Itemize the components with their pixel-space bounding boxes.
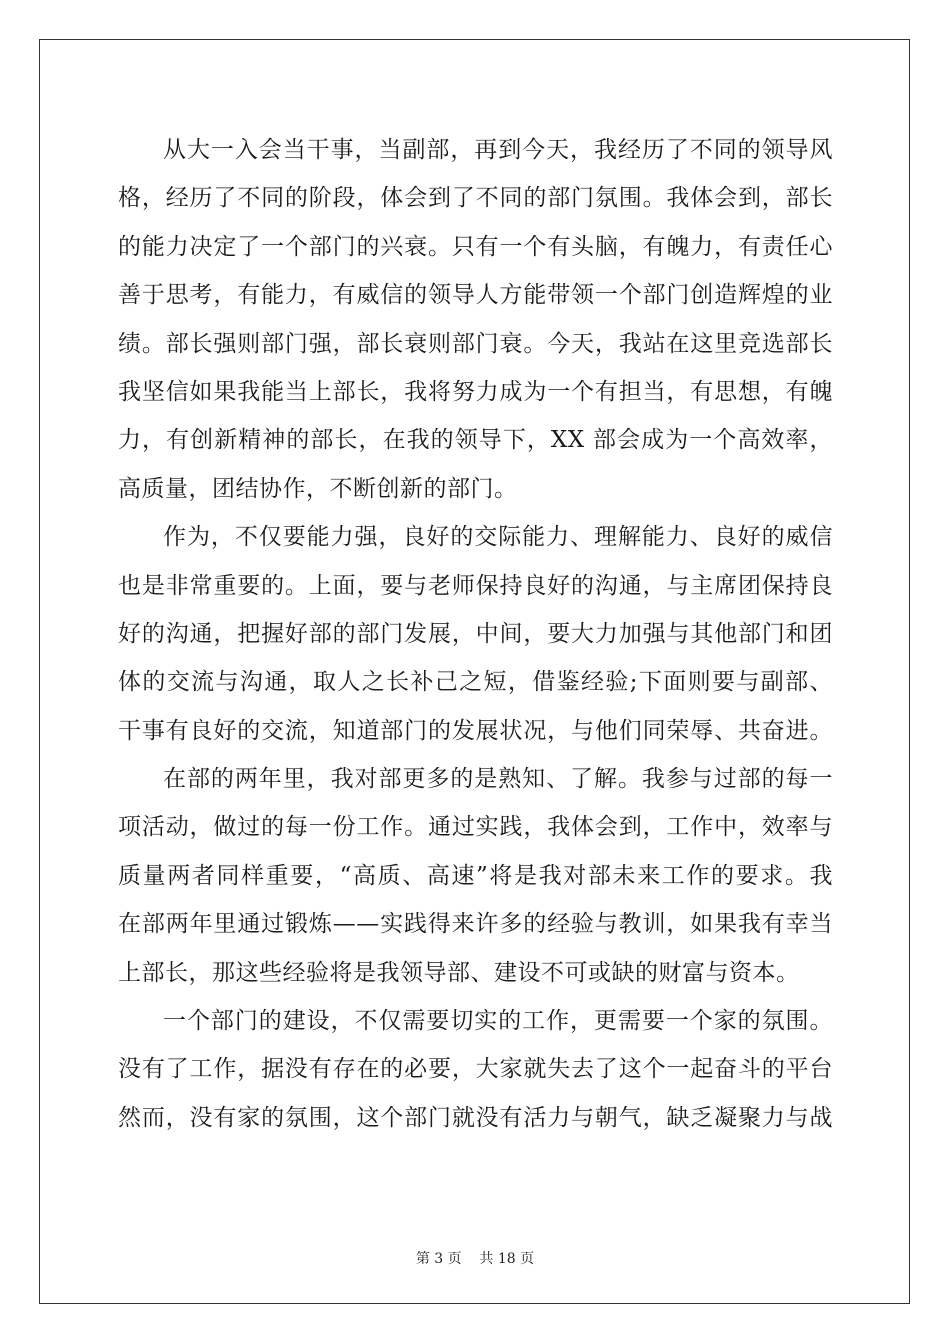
text-line: 我坚信如果我能当上部长，我将努力成为一个有担当，有思想，有魄 — [118, 378, 833, 405]
paragraph-3 — [118, 755, 833, 997]
text-line: 干事有良好的交流，知道部门的发展状况，与他们同荣辱、共奋进。 — [118, 717, 833, 744]
text-line: 一个部门的建设，不仅需要切实的工作，更需要一个家的氛围。 — [163, 1008, 833, 1035]
text-line: 质量两者同样重要，“高质、高速”将是我对部未来工作的要求。我 — [118, 862, 833, 889]
text-line: 善于思考，有能力，有威信的领导人方能带领一个部门创造辉煌的业 — [118, 282, 833, 309]
page-number-footer: 第 3 页 共 18 页 — [415, 1251, 535, 1267]
paragraph-1 — [118, 126, 833, 513]
text-line: 在部两年里通过锻炼——实践得来许多的经验与教训，如果我有幸当 — [118, 911, 833, 938]
text-line: 从大一入会当干事，当副部，再到今天，我经历了不同的领导风 — [163, 137, 833, 163]
text-line: 力，有创新精神的部长，在我的领导下，XX 部会成为一个高效率， — [118, 427, 833, 454]
text-line: 作为，不仅要能力强，良好的交际能力、理解能力、良好的威信 — [163, 524, 833, 551]
document-body — [118, 126, 833, 1142]
text-line: 体的交流与沟通，取人之长补己之短，借鉴经验;下面则要与副部、 — [118, 669, 833, 696]
text-line: 的能力决定了一个部门的兴衰。只有一个有头脑，有魄力，有责任心 — [118, 233, 833, 260]
text-line: 然而，没有家的氛围，这个部门就没有活力与朝气，缺乏凝聚力与战 — [118, 1104, 833, 1131]
paragraph-2 — [118, 513, 833, 755]
text-line: 也是非常重要的。上面，要与老师保持良好的沟通，与主席团保持良 — [118, 572, 833, 599]
text-line: 高质量，团结协作，不断创新的部门。 — [118, 475, 518, 502]
paragraph-4 — [118, 997, 833, 1142]
text-line: 好的沟通，把握好部的部门发展，中间，要大力加强与其他部门和团 — [118, 620, 833, 647]
text-line: 绩。部长强则部门强，部长衰则部门衰。今天，我站在这里竞选部长 — [118, 330, 833, 357]
text-line: 项活动，做过的每一份工作。通过实践，我体会到，工作中，效率与 — [118, 814, 833, 841]
text-line: 在部的两年里，我对部更多的是熟知、了解。我参与过部的每一 — [163, 766, 833, 793]
text-line: 格，经历了不同的阶段，体会到了不同的部门氛围。我体会到，部长 — [118, 185, 833, 212]
text-line: 没有了工作，据没有存在的必要，大家就失去了这个一起奋斗的平台 — [118, 1056, 833, 1083]
text-line: 上部长，那这些经验将是我领导部、建设不可或缺的财富与资本。 — [118, 959, 800, 986]
